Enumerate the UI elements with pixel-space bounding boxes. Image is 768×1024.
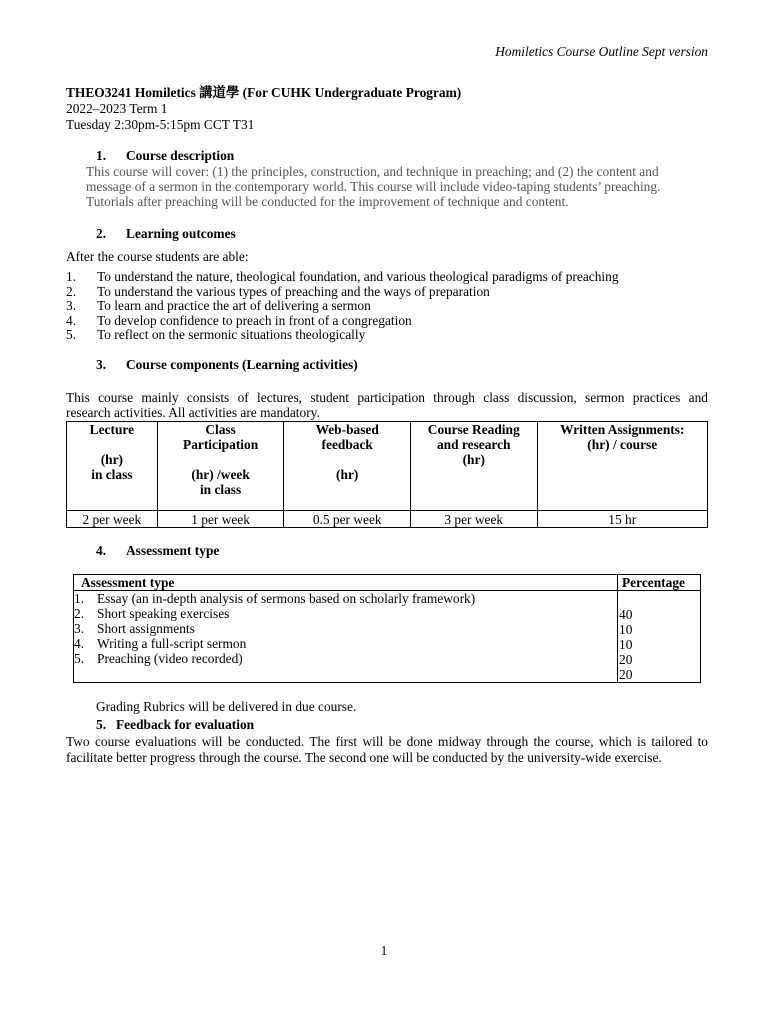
description-line: Tutorials after preaching will be conducted for the improvement of technique and content. — [86, 194, 569, 209]
section-title: Course components (Learning activities) — [126, 357, 358, 372]
section-number: 2. — [96, 226, 107, 241]
outcomes-intro: After the course students are able: — [66, 249, 249, 264]
list-item: 5. Preaching (video recorded) — [74, 651, 243, 666]
list-item: 1. Essay (an in-depth analysis of sermons based on scholarly framework) — [74, 591, 476, 606]
grading-note: Grading Rubrics will be delivered in due course. — [96, 699, 357, 714]
header-cell-percentage: Percentage — [618, 575, 701, 591]
components-intro-line2: research activities. All activities are mandatory. — [66, 405, 320, 420]
section-title: Learning outcomes — [126, 226, 236, 241]
section-title: Assessment type — [126, 543, 220, 558]
table-header-row — [74, 575, 701, 591]
percentage-value: 10 — [619, 622, 633, 637]
table-cell: 1 per week — [157, 511, 284, 528]
section-heading-4 — [96, 543, 219, 558]
section-number: 4. — [96, 543, 107, 558]
assessment-table — [73, 574, 701, 683]
percentage-value: 10 — [619, 637, 633, 652]
section-title: Course description — [126, 148, 235, 163]
header-cell-feedback: Web-based feedback (hr) — [284, 422, 411, 511]
header-cell-written: Written Assignments: (hr) / course — [537, 422, 707, 511]
percentage-value: 20 — [619, 652, 633, 667]
header-cell-reading: Course Reading and research (hr) — [410, 422, 537, 511]
outcome-item: 5. To reflect on the sermonic situations theologically — [66, 327, 366, 342]
outcome-item: 3. To learn and practice the art of delivering a sermon — [66, 298, 371, 313]
table-header-row — [67, 422, 708, 511]
section-heading-3 — [96, 357, 358, 372]
course-term: 2022–2023 Term 1 — [66, 101, 168, 116]
course-description — [86, 164, 710, 209]
description-line: message of a sermon in the contemporary world. This course will include video-taping students’ preaching. — [86, 179, 661, 194]
evaluation-line2: facilitate better progress through the course. The second one will be conducted by the university-wide exercise. — [66, 750, 662, 765]
percentage-column — [618, 591, 701, 683]
section-number: 1. — [96, 148, 107, 163]
table-cell: 3 per week — [410, 511, 537, 528]
section-title: Feedback for evaluation — [116, 717, 255, 732]
course-time: Tuesday 2:30pm-5:15pm CCT T31 — [66, 117, 255, 132]
course-components-table — [66, 421, 708, 528]
list-item: 3. Short assignments — [74, 621, 195, 636]
percentage-value: 20 — [619, 667, 633, 682]
section-heading-1 — [96, 148, 234, 163]
section-number: 5. — [96, 717, 107, 732]
description-line: This course will cover: (1) the principles, construction, and technique in preaching; and (2) the content and — [86, 164, 659, 179]
outcome-item: 1. To understand the nature, theological foundation, and various theological paradigms of preaching — [66, 269, 619, 284]
table-row — [74, 591, 701, 683]
header-cell-assessment: Assessment type — [74, 575, 618, 591]
section-heading-2 — [96, 226, 236, 241]
page-number: 1 — [380, 943, 388, 958]
table-row — [67, 511, 708, 528]
percentage-value: 40 — [619, 607, 633, 622]
table-cell: 0.5 per week — [284, 511, 411, 528]
header-cell-lecture: Lecture (hr) in class — [67, 422, 158, 511]
table-cell: 2 per week — [67, 511, 158, 528]
evaluation-line1: Two course evaluations will be conducted. The first will be done midway through the course, which is tailored to — [66, 734, 708, 749]
list-item: 2. Short speaking exercises — [74, 606, 230, 621]
components-intro-line1: This course mainly consists of lectures, student participation through class discussion, sermon practices and — [66, 390, 708, 405]
outcome-item: 2. To understand the various types of preaching and the ways of preparation — [66, 284, 490, 299]
table-cell: 15 hr — [537, 511, 707, 528]
outcome-item: 4. To develop confidence to preach in front of a congregation — [66, 313, 412, 328]
section-heading-5 — [96, 717, 254, 732]
header-cell-participation: Class Participation (hr) /week in class — [157, 422, 284, 511]
running-header: Homiletics Course Outline Sept version — [495, 44, 708, 59]
list-item: 4. Writing a full-script sermon — [74, 636, 247, 651]
assessment-list — [74, 591, 618, 683]
course-title: THEO3241 Homiletics 講道學 (For CUHK Undergraduate Program) — [66, 85, 462, 100]
section-number: 3. — [96, 357, 107, 372]
